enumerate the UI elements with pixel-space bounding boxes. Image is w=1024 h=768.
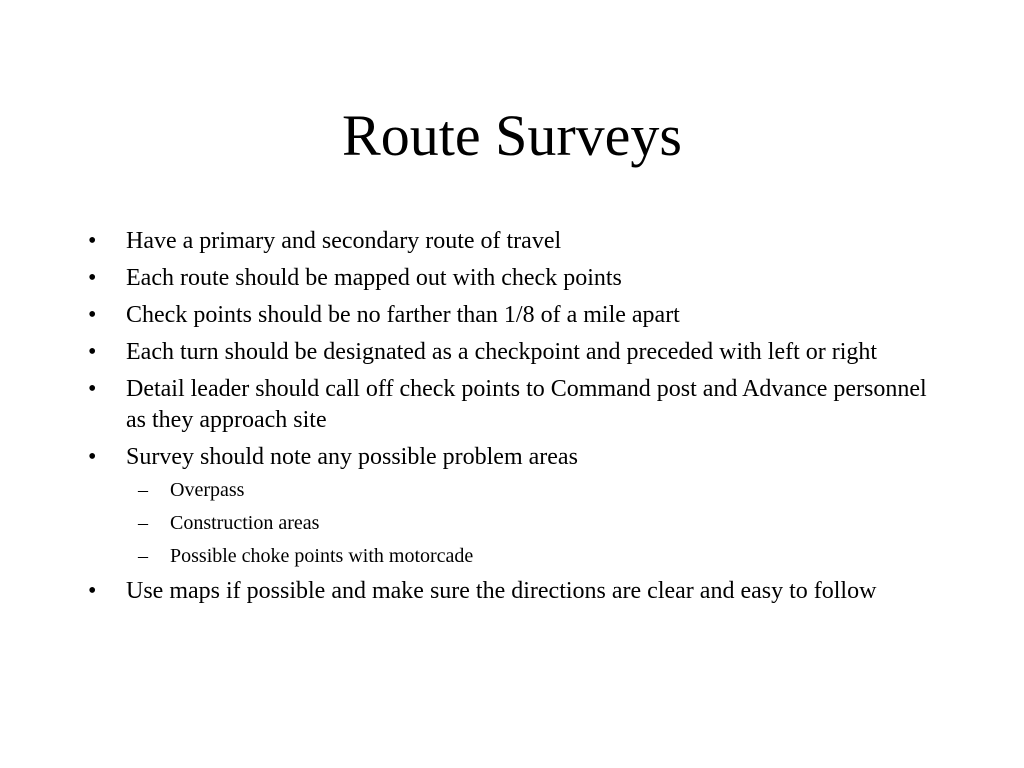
bullet-item — [84, 442, 944, 570]
bullet-icon: • — [88, 376, 97, 402]
sub-bullet-text: Construction areas — [170, 512, 320, 534]
dash-icon: – — [138, 512, 148, 534]
bullet-text: Each turn should be designated as a checkpoint and preceded with left or right — [126, 339, 878, 365]
bullet-icon: • — [88, 444, 97, 470]
bullet-item — [84, 374, 944, 436]
bullet-item — [84, 337, 944, 368]
sub-bullet-list — [126, 477, 944, 570]
slide-title: Route Surveys — [342, 103, 682, 168]
bullet-text: Each route should be mapped out with check points — [126, 265, 622, 291]
bullet-text: Check points should be no farther than 1/8 of a mile apart — [126, 302, 680, 328]
bullet-text: Detail leader should call off check points to Command post and Advance personnel as they approach site — [126, 376, 927, 433]
sub-bullet-item — [126, 477, 944, 504]
dash-icon: – — [138, 545, 148, 567]
bullet-item — [84, 263, 944, 294]
bullet-item — [84, 226, 944, 257]
dash-icon: – — [138, 479, 148, 501]
sub-bullet-text: Possible choke points with motorcade — [170, 545, 474, 567]
bullet-icon: • — [88, 578, 97, 604]
bullet-item — [84, 300, 944, 331]
bullet-list — [84, 226, 944, 613]
bullet-icon: • — [88, 265, 97, 291]
bullet-icon: • — [88, 339, 97, 365]
bullet-item — [84, 576, 944, 607]
bullet-icon: • — [88, 302, 97, 328]
sub-bullet-item — [126, 510, 944, 537]
sub-bullet-text: Overpass — [170, 479, 245, 501]
sub-bullet-item — [126, 543, 944, 570]
bullet-text: Have a primary and secondary route of travel — [126, 228, 562, 254]
bullet-text: Use maps if possible and make sure the directions are clear and easy to follow — [126, 578, 877, 604]
bullet-icon: • — [88, 228, 97, 254]
bullet-text: Survey should note any possible problem areas — [126, 444, 578, 470]
